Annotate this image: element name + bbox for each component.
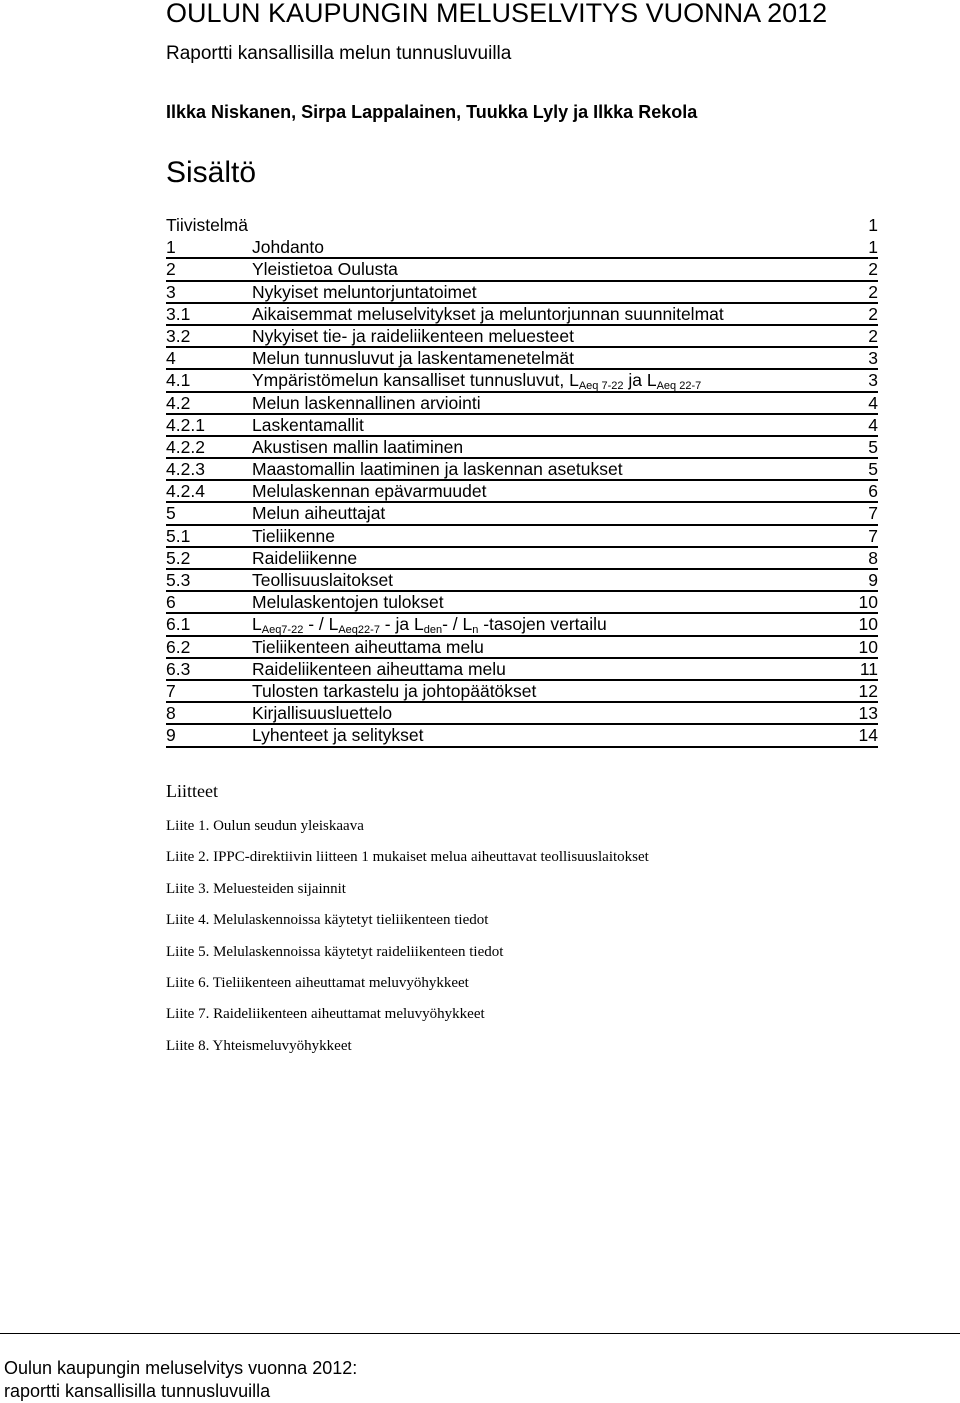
toc-entry-page: 3 bbox=[868, 348, 878, 369]
toc-entry-number: 3 bbox=[166, 281, 176, 302]
toc-entry-title: Tulosten tarkastelu ja johtopäätökset bbox=[252, 680, 537, 701]
toc-entry-number: 8 bbox=[166, 703, 176, 724]
toc-entry-page: 13 bbox=[858, 703, 878, 724]
toc-entry[interactable] bbox=[166, 481, 878, 503]
toc-entry-number: 5.3 bbox=[166, 570, 191, 590]
toc-title-text: - / L bbox=[442, 614, 473, 635]
toc-entry-title: Kirjallisuusluettelo bbox=[252, 703, 393, 724]
footer-divider bbox=[0, 1333, 960, 1334]
toc-heading: Sisältö bbox=[166, 156, 257, 189]
toc-title-text: L bbox=[252, 614, 262, 635]
toc-entry[interactable] bbox=[166, 237, 878, 259]
toc-entry-page: 7 bbox=[868, 525, 878, 546]
toc-entry-page: 10 bbox=[858, 614, 878, 635]
footer bbox=[4, 1357, 357, 1403]
toc-entry-number: 1 bbox=[166, 237, 176, 258]
toc-entry-title: Melun laskennallinen arviointi bbox=[252, 392, 481, 413]
toc-entry-number: 5 bbox=[166, 503, 176, 524]
toc-entry-page: 2 bbox=[868, 259, 878, 280]
document-authors: Ilkka Niskanen, Sirpa Lappalainen, Tuukka Lyly ja Ilkka Rekola bbox=[166, 102, 698, 122]
toc-entry-title: Akustisen mallin laatiminen bbox=[252, 436, 464, 457]
toc-entry-page: 6 bbox=[868, 481, 878, 502]
toc-title-subscript: Aeq22-7 bbox=[338, 624, 380, 637]
toc-entry-title bbox=[252, 614, 607, 637]
toc-entry[interactable] bbox=[166, 725, 878, 747]
toc-entry[interactable] bbox=[166, 548, 878, 570]
toc-entry[interactable] bbox=[166, 592, 878, 614]
toc-entry-page: 1 bbox=[868, 215, 878, 235]
toc-entry-number: 6 bbox=[166, 592, 176, 613]
footer-line-1: Oulun kaupungin meluselvitys vuonna 2012: bbox=[4, 1358, 358, 1378]
toc-entry-page: 5 bbox=[868, 436, 878, 457]
attachments-heading: Liitteet bbox=[166, 781, 218, 801]
toc-entry-title: Nykyiset meluntorjuntatoimet bbox=[252, 281, 477, 302]
toc-entry-title: Raideliikenne bbox=[252, 547, 358, 568]
toc-entry-number: 7 bbox=[166, 680, 176, 701]
toc-entry-number: 6.1 bbox=[166, 614, 191, 635]
toc-entry-number: 4.2.1 bbox=[166, 414, 205, 435]
toc-entry-number: 3.1 bbox=[166, 303, 191, 324]
toc-entry-title: Nykyiset tie- ja raideliikenteen meluesteet bbox=[252, 325, 574, 346]
toc-entry[interactable] bbox=[166, 348, 878, 370]
toc-entry-number: 6.2 bbox=[166, 636, 191, 657]
toc-entry[interactable] bbox=[166, 415, 878, 437]
toc-entry-page: 4 bbox=[868, 414, 878, 435]
toc-entry-number: Tiivistelmä bbox=[166, 215, 248, 235]
toc-entry[interactable] bbox=[166, 659, 878, 681]
toc-title-subscript: n bbox=[472, 624, 479, 637]
document-subtitle: Raportti kansallisilla melun tunnusluvuilla bbox=[166, 43, 512, 64]
document-title: OULUN KAUPUNGIN MELUSELVITYS VUONNA 2012 bbox=[166, 0, 828, 28]
attachment-item: Liite 2. IPPC-direktiivin liitteen 1 mukaiset melua aiheuttavat teollisuuslaitokset bbox=[166, 849, 649, 866]
toc-entry[interactable] bbox=[166, 215, 878, 237]
toc-entry-number: 5.2 bbox=[166, 547, 191, 568]
toc-entry-number: 4.1 bbox=[166, 370, 191, 391]
toc-entry-title: Lyhenteet ja selitykset bbox=[252, 725, 424, 746]
attachment-item: Liite 8. Yhteismeluvyöhykkeet bbox=[166, 1037, 352, 1054]
attachment-item: Liite 1. Oulun seudun yleiskaava bbox=[166, 818, 364, 834]
toc-entry-page: 8 bbox=[868, 547, 878, 568]
toc-title-subscript: Aeq7-22 bbox=[261, 624, 304, 637]
attachment-item: Liite 7. Raideliikenteen aiheuttamat meluvyöhykkeet bbox=[166, 1006, 485, 1023]
toc-entry[interactable] bbox=[166, 282, 878, 304]
attachment-item: Liite 3. Meluesteiden sijainnit bbox=[166, 880, 346, 897]
toc-entry-title: Maastomallin laatiminen ja laskennan asetukset bbox=[252, 459, 623, 480]
toc-entry-title: Raideliikenteen aiheuttama melu bbox=[252, 658, 506, 679]
attachment-item: Liite 6. Tieliikenteen aiheuttamat meluvyöhykkeet bbox=[166, 974, 469, 991]
toc-entry-title: Aikaisemmat meluselvitykset ja meluntorjunnan suunnitelmat bbox=[252, 303, 724, 324]
toc-title-text: -tasojen vertailu bbox=[478, 614, 607, 635]
toc-entry[interactable] bbox=[166, 703, 878, 725]
toc-entry-page: 10 bbox=[858, 592, 878, 613]
footer-line-2: raportti kansallisilla tunnusluvuilla bbox=[4, 1381, 271, 1401]
toc-entry-page: 5 bbox=[868, 459, 878, 480]
toc-entry-number: 4 bbox=[166, 348, 176, 369]
toc-entry-page: 9 bbox=[868, 570, 878, 590]
toc-entry-number: 4.2.2 bbox=[166, 436, 205, 457]
toc-entry-title: Yleistietoa Oulusta bbox=[252, 259, 398, 280]
toc-title-text: ja L bbox=[623, 370, 657, 391]
toc-entry-title bbox=[252, 370, 702, 393]
toc-entry[interactable] bbox=[166, 304, 878, 326]
attachment-item: Liite 4. Melulaskennoissa käytetyt tieliikenteen tiedot bbox=[166, 912, 489, 929]
toc-entry-title: Melun tunnusluvut ja laskentamenetelmät bbox=[252, 348, 574, 369]
toc-entry-number: 4.2 bbox=[166, 392, 191, 413]
toc-entry-page: 11 bbox=[859, 658, 878, 679]
toc-entry-title: Melulaskentojen tulokset bbox=[252, 592, 444, 613]
toc-entry-page: 2 bbox=[868, 325, 878, 346]
toc-entry[interactable] bbox=[166, 259, 878, 281]
toc-entry[interactable] bbox=[166, 393, 878, 415]
toc-entry-title: Tieliikenne bbox=[252, 525, 336, 546]
toc-entry-number: 4.2.3 bbox=[166, 459, 205, 480]
toc-entry-title: Teollisuuslaitokset bbox=[252, 570, 394, 590]
toc-title-text: - / L bbox=[303, 614, 339, 635]
toc-entry-page: 4 bbox=[868, 392, 878, 413]
toc-entry[interactable] bbox=[166, 459, 878, 481]
toc-entry-page: 7 bbox=[868, 503, 878, 524]
toc-entry[interactable] bbox=[166, 437, 878, 459]
toc-title-subscript: den bbox=[423, 624, 443, 637]
toc-entry-page: 3 bbox=[868, 370, 878, 391]
toc-entry-number: 9 bbox=[166, 725, 176, 746]
toc-entry-title: Laskentamallit bbox=[252, 414, 364, 435]
toc-title-subscript: Aeq 7-22 bbox=[578, 380, 624, 393]
toc-entry-number: 4.2.4 bbox=[166, 481, 205, 502]
toc-entry-page: 2 bbox=[868, 281, 878, 302]
toc-title-subscript: Aeq 22-7 bbox=[656, 380, 702, 393]
toc-entry[interactable] bbox=[166, 326, 878, 348]
toc-entry-title: Melun aiheuttajat bbox=[252, 503, 386, 524]
toc-entry[interactable] bbox=[166, 570, 878, 592]
attachment-item: Liite 5. Melulaskennoissa käytetyt raideliikenteen tiedot bbox=[166, 943, 504, 960]
table-of-contents bbox=[166, 215, 878, 748]
toc-entry-number: 3.2 bbox=[166, 325, 191, 346]
toc-title-text: - ja L bbox=[379, 614, 424, 635]
toc-entry-number: 2 bbox=[166, 259, 176, 280]
toc-entry-page: 2 bbox=[868, 303, 878, 324]
toc-entry[interactable] bbox=[166, 370, 878, 392]
toc-entry-title: Johdanto bbox=[252, 237, 325, 258]
toc-entry-number: 5.1 bbox=[166, 525, 191, 546]
toc-entry[interactable] bbox=[166, 503, 878, 525]
toc-entry-page: 12 bbox=[858, 680, 878, 701]
attachments-list bbox=[166, 815, 649, 1066]
toc-entry[interactable] bbox=[166, 637, 878, 659]
toc-title-text: Ympäristömelun kansalliset tunnusluvut, L bbox=[252, 370, 579, 391]
toc-entry-page: 10 bbox=[858, 636, 878, 657]
toc-entry[interactable] bbox=[166, 614, 878, 636]
toc-entry-title: Melulaskennan epävarmuudet bbox=[252, 481, 487, 502]
toc-entry-number: 6.3 bbox=[166, 658, 191, 679]
toc-entry-title: Tieliikenteen aiheuttama melu bbox=[252, 636, 484, 657]
toc-entry-page: 14 bbox=[858, 725, 878, 746]
toc-entry-page: 1 bbox=[868, 237, 878, 258]
toc-entry[interactable] bbox=[166, 526, 878, 548]
toc-entry[interactable] bbox=[166, 681, 878, 703]
